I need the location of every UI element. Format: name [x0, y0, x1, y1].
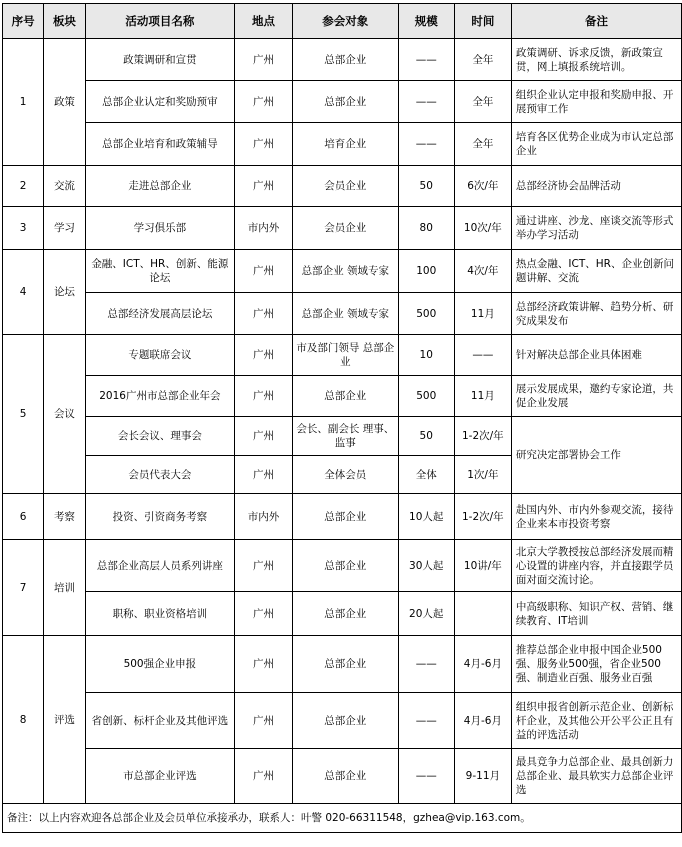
cell-scale: 500 — [398, 376, 454, 417]
cell-scale: —— — [398, 693, 454, 749]
cell-place: 广州 — [235, 540, 293, 592]
cell-name: 市总部企业评选 — [85, 749, 235, 804]
table-row — [3, 250, 682, 293]
cell-target: 总部企业 — [292, 540, 398, 592]
table-row — [3, 293, 682, 335]
cell-scale: —— — [398, 39, 454, 81]
cell-scale: 10人起 — [398, 494, 454, 540]
cell-sector: 交流 — [44, 166, 85, 207]
cell-note: 中高级职称、知识产权、营销、继续教育、IT培训 — [511, 592, 681, 636]
cell-name: 总部企业认定和奖励预审 — [85, 81, 235, 123]
cell-target: 会员企业 — [292, 166, 398, 207]
cell-name: 2016广州市总部企业年会 — [85, 376, 235, 417]
cell-scale: 80 — [398, 207, 454, 250]
table-row — [3, 207, 682, 250]
header-place: 地点 — [235, 4, 293, 39]
cell-scale: —— — [398, 636, 454, 693]
cell-target: 总部企业 — [292, 376, 398, 417]
cell-no: 1 — [3, 39, 44, 166]
cell-note: 推荐总部企业申报中国企业500强、服务业500强，省企业500强、制造业百强、服务业百强 — [511, 636, 681, 693]
cell-no: 3 — [3, 207, 44, 250]
cell-name: 会员代表大会 — [85, 456, 235, 494]
activity-table — [2, 3, 682, 833]
cell-target: 总部企业 — [292, 693, 398, 749]
cell-no: 2 — [3, 166, 44, 207]
cell-target: 培育企业 — [292, 123, 398, 166]
table-row — [3, 636, 682, 693]
header-scale: 规模 — [398, 4, 454, 39]
cell-target: 总部企业 — [292, 592, 398, 636]
cell-target: 总部企业 — [292, 39, 398, 81]
cell-time: 1-2次/年 — [454, 494, 511, 540]
table-row — [3, 693, 682, 749]
table-row — [3, 592, 682, 636]
cell-place: 广州 — [235, 417, 293, 456]
cell-target: 市及部门领导 总部企业 — [292, 335, 398, 376]
cell-scale: 20人起 — [398, 592, 454, 636]
cell-target: 会员企业 — [292, 207, 398, 250]
cell-target: 会长、副会长 理事、监事 — [292, 417, 398, 456]
cell-place: 广州 — [235, 693, 293, 749]
cell-time: 全年 — [454, 123, 511, 166]
cell-name: 总部企业培育和政策辅导 — [85, 123, 235, 166]
cell-target: 总部企业 — [292, 494, 398, 540]
table-row — [3, 494, 682, 540]
cell-no: 6 — [3, 494, 44, 540]
cell-name: 职称、职业资格培训 — [85, 592, 235, 636]
cell-name: 会长会议、理事会 — [85, 417, 235, 456]
cell-sector: 论坛 — [44, 250, 85, 335]
cell-place: 广州 — [235, 376, 293, 417]
cell-time: 10讲/年 — [454, 540, 511, 592]
cell-note: 展示发展成果，邀约专家论道，共促企业发展 — [511, 376, 681, 417]
cell-scale: 100 — [398, 250, 454, 293]
cell-name: 学习俱乐部 — [85, 207, 235, 250]
table-row — [3, 81, 682, 123]
cell-time: 1-2次/年 — [454, 417, 511, 456]
header-note: 备注 — [511, 4, 681, 39]
header-no: 序号 — [3, 4, 44, 39]
cell-no: 5 — [3, 335, 44, 494]
cell-note: 政策调研、诉求反馈，新政策宣贯，网上填报系统培训。 — [511, 39, 681, 81]
cell-note: 最具竞争力总部企业、最具创新力总部企业、最具软实力总部企业评选 — [511, 749, 681, 804]
cell-target: 总部企业 — [292, 749, 398, 804]
cell-place: 广州 — [235, 293, 293, 335]
cell-note: 总部经济政策讲解、趋势分析、研究成果发布 — [511, 293, 681, 335]
table-row — [3, 376, 682, 417]
header-time: 时间 — [454, 4, 511, 39]
cell-note: 组织企业认定申报和奖励申报、开展预审工作 — [511, 81, 681, 123]
cell-sector: 考察 — [44, 494, 85, 540]
cell-scale: —— — [398, 81, 454, 123]
cell-time: 10次/年 — [454, 207, 511, 250]
table-row — [3, 540, 682, 592]
cell-time: 全年 — [454, 39, 511, 81]
cell-sector: 培训 — [44, 540, 85, 636]
cell-sector: 学习 — [44, 207, 85, 250]
cell-name: 省创新、标杆企业及其他评选 — [85, 693, 235, 749]
cell-note: 培育各区优势企业成为市认定总部企业 — [511, 123, 681, 166]
cell-no: 7 — [3, 540, 44, 636]
cell-place: 市内外 — [235, 207, 293, 250]
footer-row — [3, 804, 682, 833]
cell-time: 11月 — [454, 376, 511, 417]
header-sector: 板块 — [44, 4, 85, 39]
cell-place: 广州 — [235, 456, 293, 494]
cell-name: 金融、ICT、HR、创新、能源论坛 — [85, 250, 235, 293]
cell-name: 政策调研和宣贯 — [85, 39, 235, 81]
cell-time — [454, 592, 511, 636]
cell-name: 总部经济发展高层论坛 — [85, 293, 235, 335]
table-row — [3, 123, 682, 166]
table-row — [3, 335, 682, 376]
cell-target: 总部企业 — [292, 636, 398, 693]
cell-scale: 50 — [398, 417, 454, 456]
cell-time: 6次/年 — [454, 166, 511, 207]
cell-name: 专题联席会议 — [85, 335, 235, 376]
cell-scale: —— — [398, 749, 454, 804]
cell-target: 总部企业 领域专家 — [292, 250, 398, 293]
cell-name: 总部企业高层人员系列讲座 — [85, 540, 235, 592]
cell-no: 8 — [3, 636, 44, 804]
cell-scale: 500 — [398, 293, 454, 335]
cell-time: 4月-6月 — [454, 693, 511, 749]
cell-place: 广州 — [235, 592, 293, 636]
cell-scale: 30人起 — [398, 540, 454, 592]
cell-scale: 50 — [398, 166, 454, 207]
cell-place: 广州 — [235, 81, 293, 123]
cell-time: 4次/年 — [454, 250, 511, 293]
table-row — [3, 749, 682, 804]
cell-place: 广州 — [235, 166, 293, 207]
cell-note: 赴国内外、市内外参观交流，接待企业来本市投资考察 — [511, 494, 681, 540]
cell-sector: 政策 — [44, 39, 85, 166]
cell-place: 广州 — [235, 335, 293, 376]
cell-place: 广州 — [235, 250, 293, 293]
cell-name: 投资、引资商务考察 — [85, 494, 235, 540]
cell-time: 1次/年 — [454, 456, 511, 494]
cell-target: 全体会员 — [292, 456, 398, 494]
cell-note: 通过讲座、沙龙、座谈交流等形式举办学习活动 — [511, 207, 681, 250]
cell-note: 针对解决总部企业具体困难 — [511, 335, 681, 376]
cell-place: 广州 — [235, 123, 293, 166]
header-target: 参会对象 — [292, 4, 398, 39]
cell-note: 研究决定部署协会工作 — [511, 417, 681, 494]
cell-time: 9-11月 — [454, 749, 511, 804]
cell-target: 总部企业 领域专家 — [292, 293, 398, 335]
cell-name: 500强企业申报 — [85, 636, 235, 693]
cell-place: 广州 — [235, 39, 293, 81]
table-row — [3, 166, 682, 207]
cell-note: 组织申报省创新示范企业、创新标杆企业，及其他公开公平公正且有益的评选活动 — [511, 693, 681, 749]
cell-note: 热点金融、ICT、HR、企业创新问题讲解、交流 — [511, 250, 681, 293]
cell-place: 市内外 — [235, 494, 293, 540]
cell-place: 广州 — [235, 636, 293, 693]
cell-time: —— — [454, 335, 511, 376]
cell-time: 全年 — [454, 81, 511, 123]
cell-sector: 会议 — [44, 335, 85, 494]
cell-scale: 10 — [398, 335, 454, 376]
cell-time: 11月 — [454, 293, 511, 335]
cell-scale: —— — [398, 123, 454, 166]
table-row — [3, 417, 682, 456]
table-header-row — [3, 4, 682, 39]
table-row — [3, 39, 682, 81]
cell-target: 总部企业 — [292, 81, 398, 123]
cell-note: 总部经济协会品牌活动 — [511, 166, 681, 207]
cell-no: 4 — [3, 250, 44, 335]
cell-name: 走进总部企业 — [85, 166, 235, 207]
cell-scale: 全体 — [398, 456, 454, 494]
footer-note: 备注：以上内容欢迎各总部企业及会员单位承接承办，联系人：叶警 020-66311548，gzhea@vip.163.com。 — [3, 804, 682, 833]
cell-note: 北京大学教授按总部经济发展而精心设置的讲座内容，并直接跟学员面对面交流讨论。 — [511, 540, 681, 592]
cell-place: 广州 — [235, 749, 293, 804]
cell-sector: 评选 — [44, 636, 85, 804]
cell-time: 4月-6月 — [454, 636, 511, 693]
header-name: 活动项目名称 — [85, 4, 235, 39]
